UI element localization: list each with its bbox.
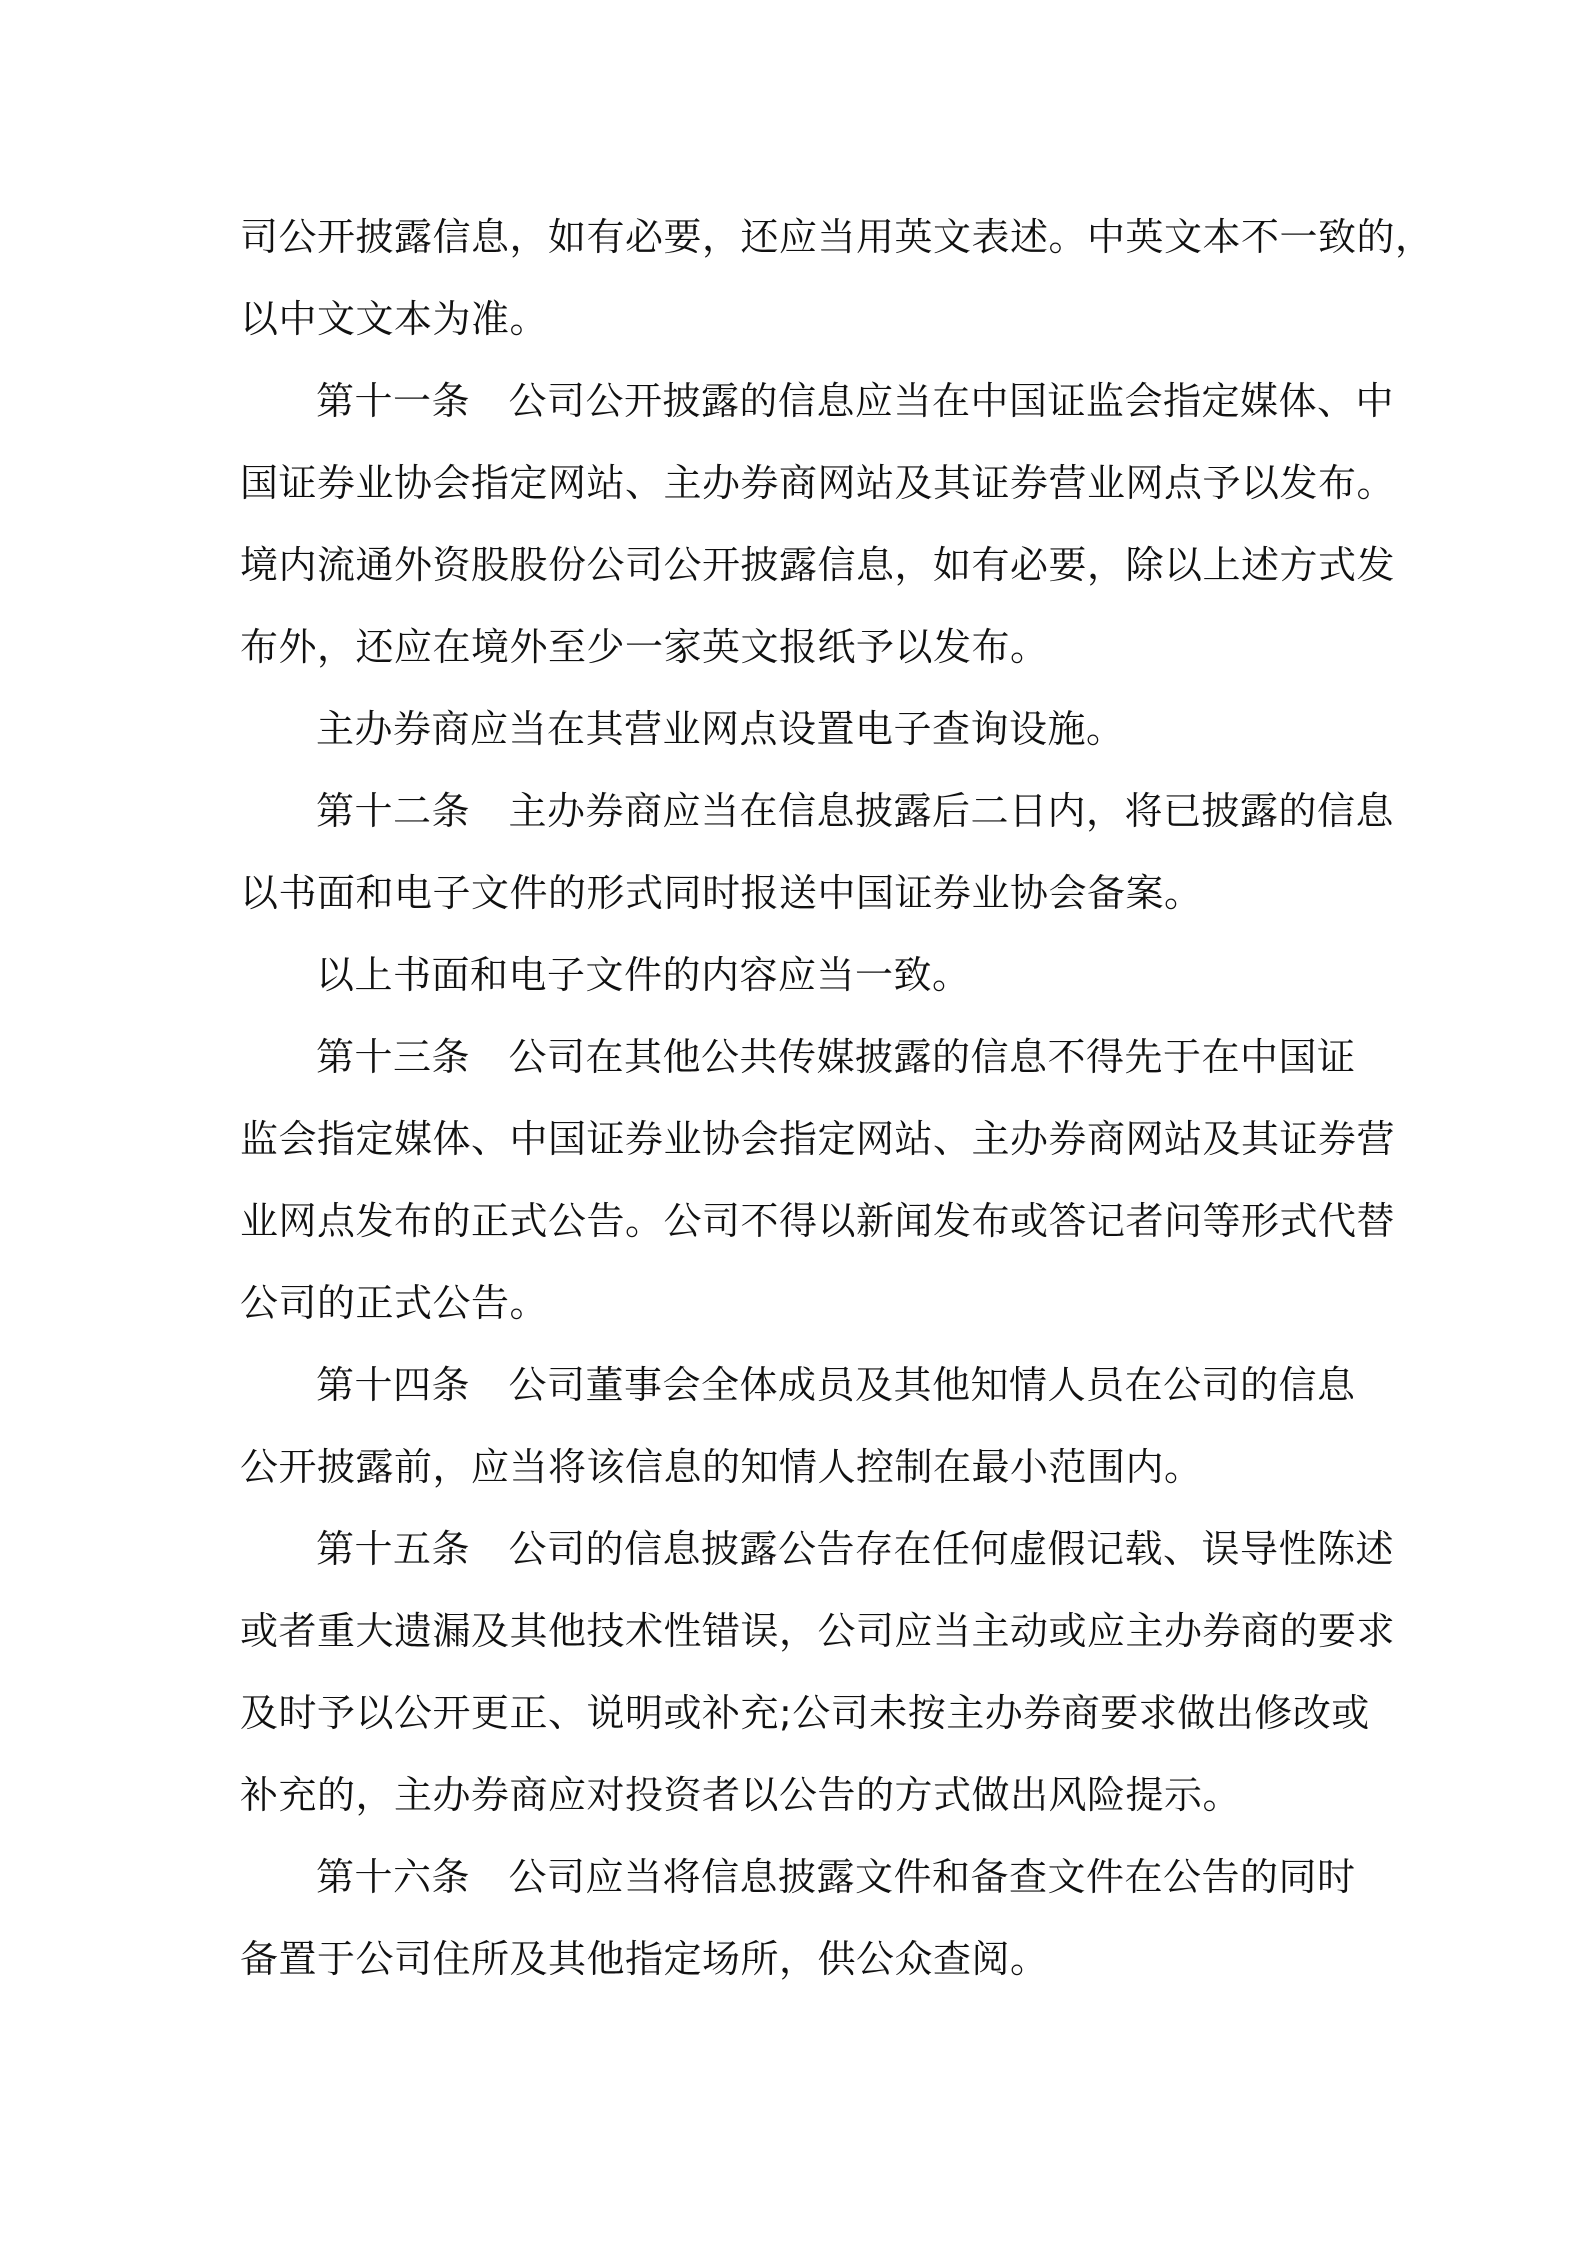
- text-line: 及时予以公开更正、说明或补充;公司未按主办券商要求做出修改或: [240, 1691, 1370, 1735]
- article-16-heading-line: 第十六条 公司应当将信息披露文件和备查文件在公告的同时: [316, 1855, 1356, 1899]
- text-line: 备置于公司住所及其他指定场所，供公众查阅。: [240, 1937, 1049, 1981]
- text-line: 或者重大遗漏及其他技术性错误，公司应当主动或应主办券商的要求: [240, 1609, 1396, 1653]
- text-line: 布外，还应在境外至少一家英文报纸予以发布。: [240, 625, 1049, 669]
- paragraph-line: 以上书面和电子文件的内容应当一致。: [316, 953, 971, 997]
- text-line: 公开披露前，应当将该信息的知情人控制在最小范围内。: [240, 1445, 1203, 1489]
- text-line: 国证券业协会指定网站、主办券商网站及其证券营业网点予以发布。: [240, 461, 1396, 505]
- document-body: [240, 196, 1434, 2000]
- text-line: 以中文文本为准。: [240, 297, 549, 341]
- text-line: 监会指定媒体、中国证券业协会指定网站、主办券商网站及其证券营: [240, 1117, 1396, 1161]
- article-15-heading-line: 第十五条 公司的信息披露公告存在任何虚假记载、误导性陈述: [316, 1527, 1395, 1571]
- article-11-heading-line: 第十一条 公司公开披露的信息应当在中国证监会指定媒体、中: [316, 379, 1395, 423]
- text-line: 公司的正式公告。: [240, 1281, 549, 1325]
- text-line: 补充的，主办券商应对投资者以公告的方式做出风险提示。: [240, 1773, 1242, 1817]
- text-line: 以书面和电子文件的形式同时报送中国证券业协会备案。: [240, 871, 1203, 915]
- text-line: 司公开披露信息，如有必要，还应当用英文表述。中英文本不一致的，: [240, 215, 1434, 259]
- article-14-heading-line: 第十四条 公司董事会全体成员及其他知情人员在公司的信息: [316, 1363, 1356, 1407]
- article-12-heading-line: 第十二条 主办券商应当在信息披露后二日内，将已披露的信息: [316, 789, 1395, 833]
- text-line: 业网点发布的正式公告。公司不得以新闻发布或答记者问等形式代替: [240, 1199, 1396, 1243]
- article-13-heading-line: 第十三条 公司在其他公共传媒披露的信息不得先于在中国证: [316, 1035, 1356, 1079]
- text-line: 境内流通外资股股份公司公开披露信息，如有必要，除以上述方式发: [240, 543, 1396, 587]
- paragraph-line: 主办券商应当在其营业网点设置电子查询设施。: [316, 707, 1125, 751]
